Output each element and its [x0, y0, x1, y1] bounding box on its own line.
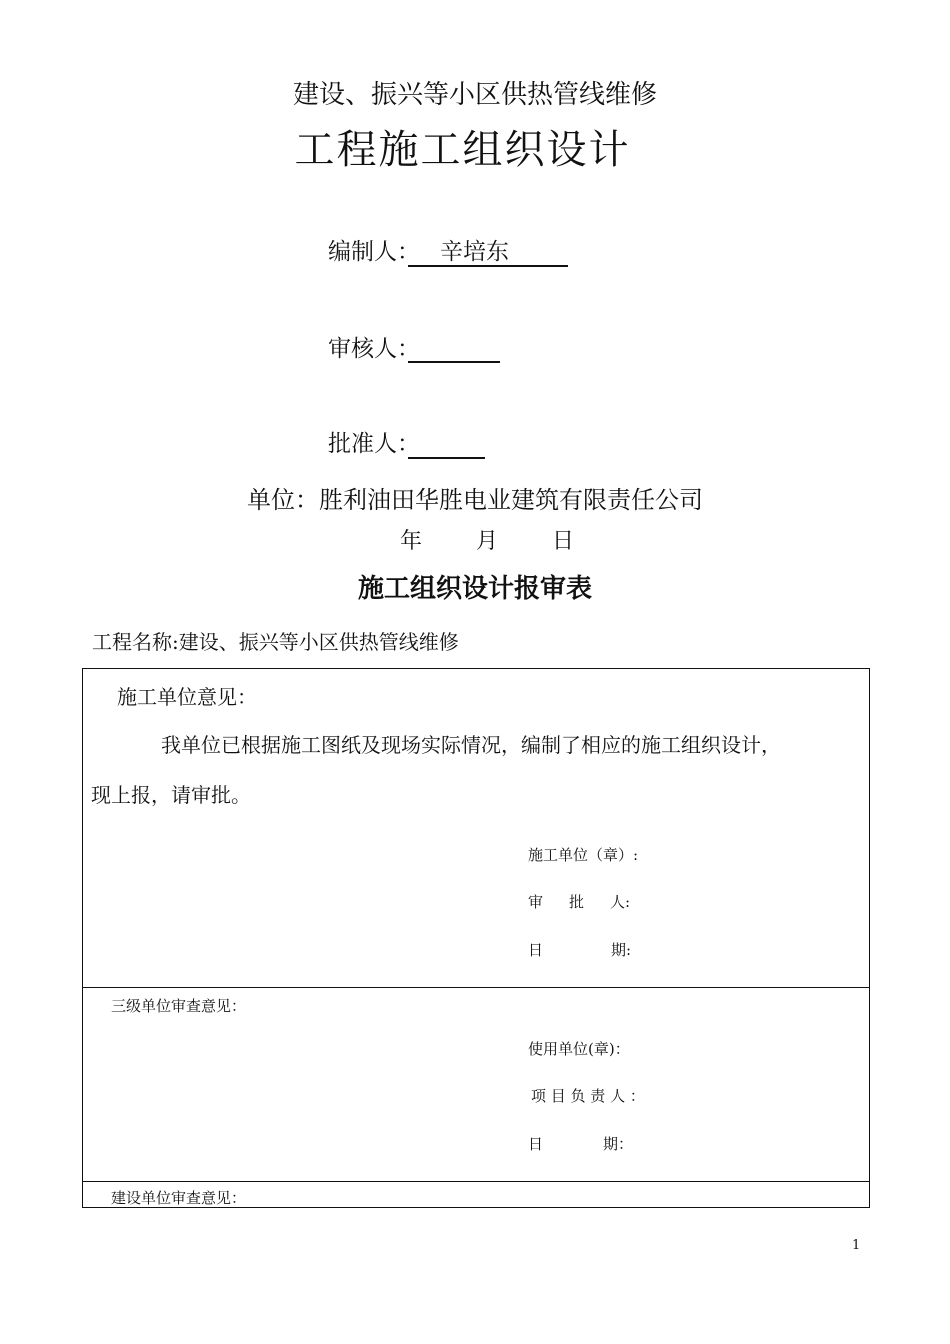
review-form-table [82, 668, 870, 1208]
contractor-opinion-body-line2: 现上报，请审批。 [91, 783, 251, 807]
day-label: 日 [552, 529, 575, 554]
compiler-label: 编制人： [328, 239, 420, 265]
cover-subtitle: 建设、振兴等小区供热管线维修 [292, 80, 657, 110]
project-name: 工程名称:建设、振兴等小区供热管线维修 [92, 630, 459, 654]
tertiary-date-field: 日 期： [528, 1135, 634, 1153]
owner-unit-opinion-heading: 建设单位审查意见： [111, 1189, 247, 1207]
project-leader-field: 项 目 负 责 人 ： [531, 1087, 645, 1105]
contractor-seal-field: 施工单位（章）: [528, 846, 639, 864]
contractor-opinion-body-line1: 我单位已根据施工图纸及现场实际情况，编制了相应的施工组织设计， [161, 733, 781, 757]
compiler-signature-line [408, 265, 568, 267]
company-unit: 单位：胜利油田华胜电业建筑有限责任公司 [247, 486, 703, 514]
compiler-name: 辛培东 [440, 239, 509, 265]
approver-label: 批准人： [328, 431, 420, 457]
date-line [400, 524, 574, 555]
section-divider-1 [83, 987, 869, 988]
approver-signature-line [408, 457, 485, 459]
contractor-approver-field: 审 批 人: [528, 893, 631, 911]
reviewer-label: 审核人： [328, 336, 420, 362]
cover-title: 工程施工组织设计 [294, 127, 631, 173]
contractor-date-field: 日 期: [528, 941, 632, 959]
user-unit-seal-field: 使用单位(章)： [528, 1040, 630, 1058]
reviewer-signature-line [408, 361, 500, 363]
section-divider-2 [83, 1181, 869, 1182]
month-label: 月 [476, 529, 499, 554]
contractor-opinion-heading: 施工单位意见： [117, 685, 257, 709]
tertiary-unit-opinion-heading: 三级单位审查意见： [111, 997, 247, 1015]
page-number: 1 [852, 1238, 861, 1253]
form-title: 施工组织设计报审表 [357, 574, 592, 604]
year-label: 年 [400, 529, 423, 554]
